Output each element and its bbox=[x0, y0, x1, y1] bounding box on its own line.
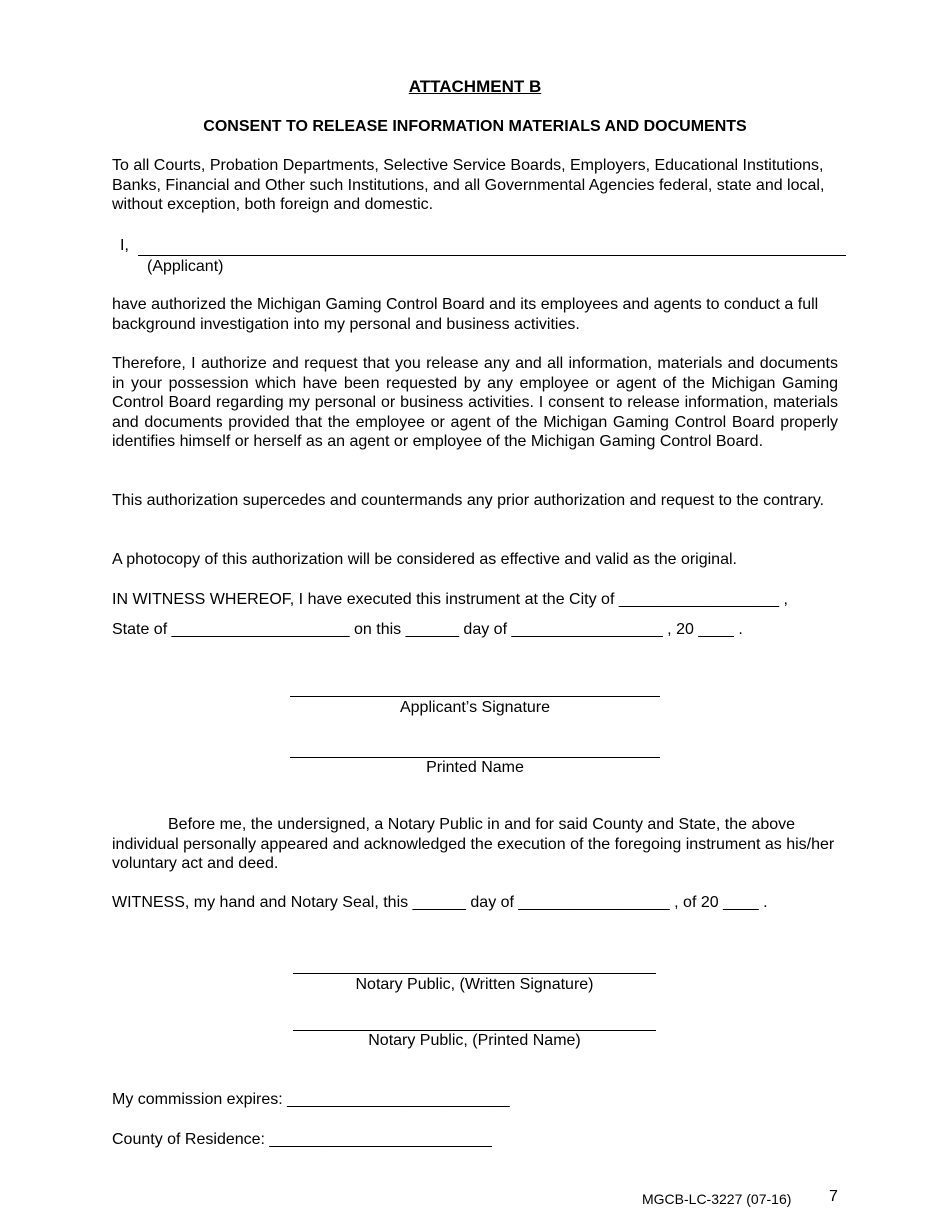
document-title-text: ATTACHMENT B bbox=[408, 77, 542, 96]
notary-written-signature-label: Notary Public, (Written Signature) bbox=[355, 976, 594, 993]
witness-city-line[interactable]: IN WITNESS WHEREOF, I have executed this instrument at the City of __________________ , bbox=[112, 591, 788, 608]
form-code: MGCB-LC-3227 (07-16) bbox=[642, 1191, 792, 1207]
document-title bbox=[0, 77, 950, 97]
page-number: 7 bbox=[829, 1188, 838, 1205]
applicant-label: (Applicant) bbox=[147, 258, 224, 275]
photocopy-paragraph: A photocopy of this authorization will be considered as effective and valid as the original. bbox=[112, 551, 737, 568]
notary-statement-paragraph: Before me, the undersigned, a Notary Public in and for said County and State, the above individual personally appeared and acknowledged the execution of the foregoing instrument as his/her voluntary act and deed. bbox=[112, 816, 835, 872]
witness-state-date-line[interactable]: State of ____________________ on this ______ day of _________________ , 20 ____ . bbox=[112, 621, 743, 638]
applicant-signature-label: Applicant’s Signature bbox=[399, 699, 551, 716]
addressees-paragraph: To all Courts, Probation Departments, Selective Service Boards, Employers, Educational Institutions, Banks, Financial and Other such Institutions, and all Governmental Agencies federal, state and local, without exception, both foreign and domestic. bbox=[112, 157, 825, 213]
notary-witness-seal-line[interactable]: WITNESS, my hand and Notary Seal, this ______ day of _________________ , of 20 ____ . bbox=[112, 894, 768, 911]
notary-written-signature-line[interactable] bbox=[293, 973, 656, 974]
supersedes-paragraph: This authorization supercedes and countermands any prior authorization and request to the contrary. bbox=[112, 492, 825, 509]
applicant-signature-line[interactable] bbox=[290, 696, 660, 697]
commission-expires-field[interactable]: My commission expires: _________________________ bbox=[112, 1091, 510, 1108]
printed-name-label: Printed Name bbox=[426, 759, 524, 776]
applicant-prefix: I, bbox=[120, 237, 129, 254]
applicant-name-line[interactable] bbox=[138, 255, 846, 256]
release-paragraph: Therefore, I authorize and request that you release any and all information, materials and documents in your possession which have been requested by any employee or agent of the Michigan Gaming Control Board regarding my personal or business activities. I consent to release information, materials and documents provided that the employee or agent of the Michigan Gaming Control Board properly identifies himself or herself as an agent or employee of the Michigan Gaming Control Board. bbox=[112, 355, 838, 450]
document-subtitle: CONSENT TO RELEASE INFORMATION MATERIALS AND DOCUMENTS bbox=[203, 118, 747, 135]
county-of-residence-field[interactable]: County of Residence: _________________________ bbox=[112, 1131, 492, 1148]
authorization-paragraph: have authorized the Michigan Gaming Control Board and its employees and agents to conduct a full background investigation into my personal and business activities. bbox=[112, 296, 819, 333]
notary-printed-name-label: Notary Public, (Printed Name) bbox=[368, 1032, 581, 1049]
